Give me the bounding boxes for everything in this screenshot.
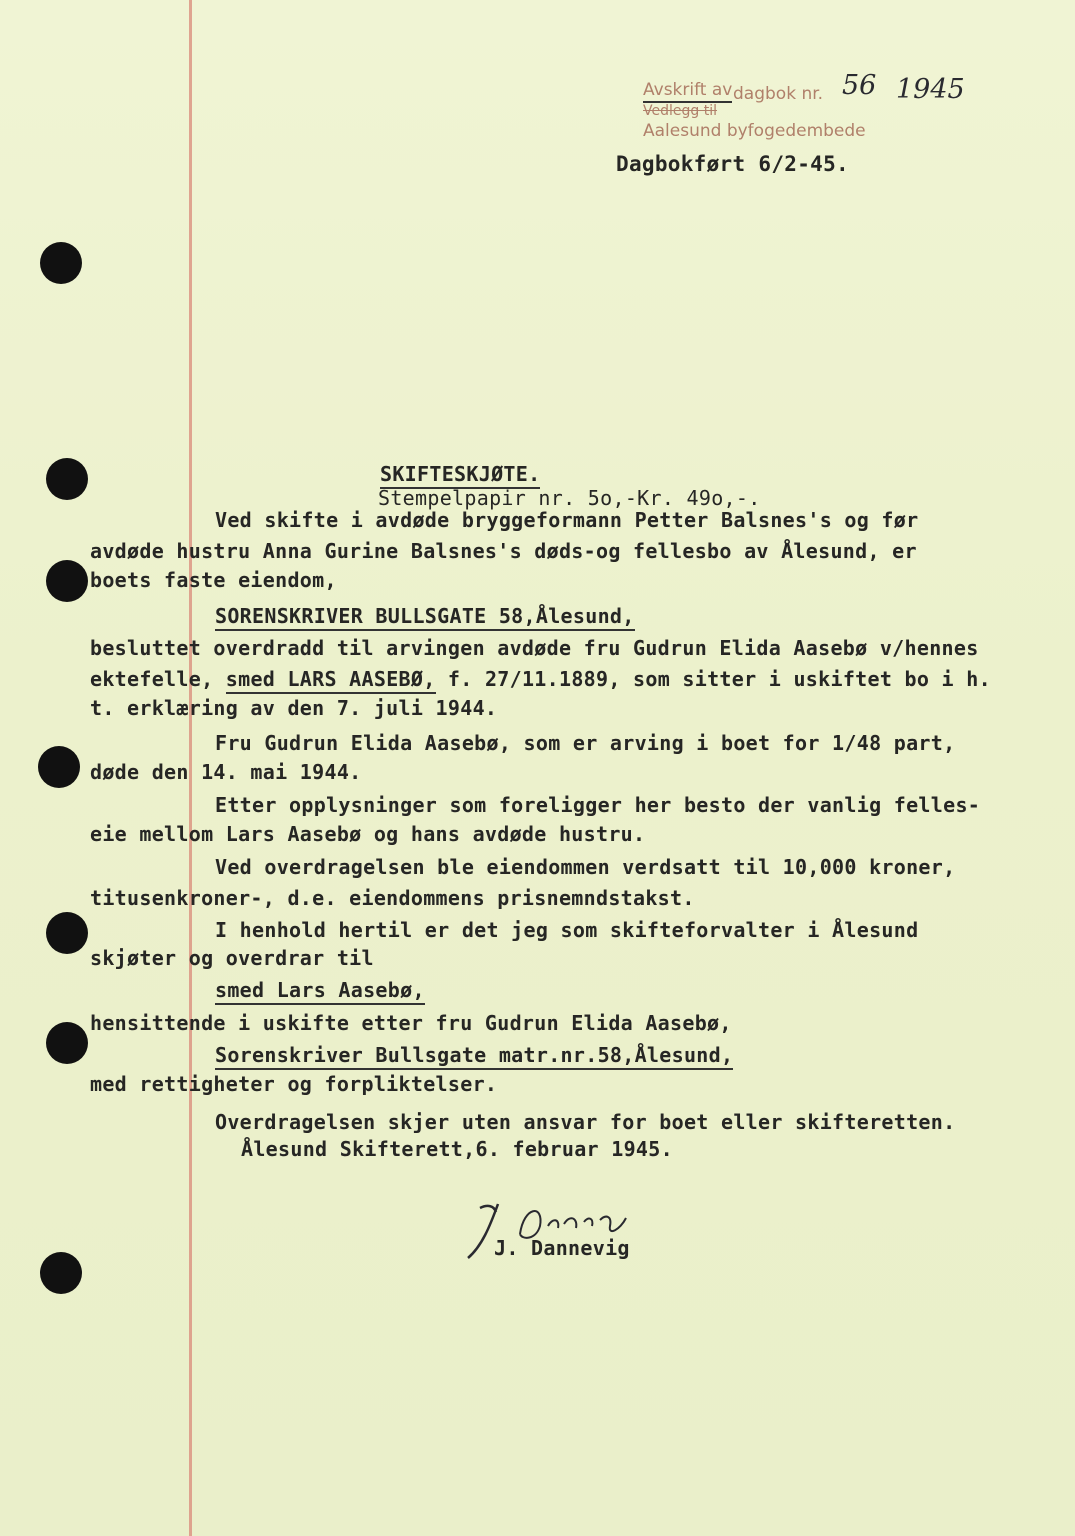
body-line: døde den 14. mai 1944. (90, 760, 362, 784)
property-matr-text: Sorenskriver Bullsgate matr.nr.58,Ålesund, (215, 1043, 733, 1070)
punch-hole-icon (38, 746, 80, 788)
body-line: skjøter og overdrar til (90, 946, 374, 970)
punch-hole-icon (46, 912, 88, 954)
body-line: Etter opplysninger som foreligger her besto der vanlig felles- (215, 793, 981, 817)
punch-hole-icon (46, 458, 88, 500)
journal-line: Dagbokført 6/2-45. (616, 152, 849, 176)
stamp-avskrift-label: Avskrift av (643, 80, 732, 103)
body-line: Ved skifte i avdøde bryggeformann Petter Balsnes's og før (215, 508, 919, 532)
body-line: Ved overdragelsen ble eiendommen verdsatt til 10,000 kroner, (215, 855, 956, 879)
punch-hole-icon (40, 1252, 82, 1294)
stamp-vedlegg-label: Vedlegg til (643, 103, 717, 119)
body-line: t. erklæring av den 7. juli 1944. (90, 696, 498, 720)
stamp-vedlegg (643, 100, 717, 121)
body-line: Overdragelsen skjer uten ansvar for boet eller skifteretten. (215, 1110, 956, 1134)
stamp-office-label: Aalesund byfogedembede (643, 121, 866, 141)
stamp-office (643, 121, 866, 141)
property-matr (215, 1043, 733, 1067)
body-line: hensittende i uskifte etter fru Gudrun Elida Aasebø, (90, 1011, 732, 1035)
stamp-dagbok-label: dagbok nr. (733, 84, 824, 104)
body-line: med rettigheter og forpliktelser. (90, 1072, 498, 1096)
body-line: besluttet overdradd til arvingen avdøde fru Gudrun Elida Aasebø v/hennes (90, 636, 979, 660)
body-line (90, 667, 991, 691)
body-line: avdøde hustru Anna Gurine Balsnes's døds-og fellesbo av Ålesund, er (90, 539, 917, 563)
body-line-part: ektefelle, (90, 667, 226, 691)
recipient-name (215, 978, 425, 1002)
body-line: titusenkroner-, d.e. eiendommens prisnemndstakst. (90, 886, 695, 910)
body-line: I henhold hertil er det jeg som skifteforvalter i Ålesund (215, 918, 919, 942)
body-line-part: f. 27/11.1889, som sitter i uskiftet bo i h. (435, 667, 991, 691)
hand-year: 1945 (896, 74, 965, 105)
document-title (380, 462, 540, 486)
stamp-avskrift (643, 80, 732, 100)
stamp-dagbok (733, 84, 823, 104)
document-title-text: SKIFTESKJØTE. (380, 462, 540, 489)
heir-name: smed LARS AASEBØ, (226, 667, 436, 694)
signature-name: J. Dannevig (494, 1236, 630, 1260)
body-line: Fru Gudrun Elida Aasebø, som er arving i boet for 1/48 part, (215, 731, 956, 755)
property-address (215, 604, 635, 628)
body-line: eie mellom Lars Aasebø og hans avdøde hustru. (90, 822, 646, 846)
body-line: boets faste eiendom, (90, 568, 337, 592)
punch-hole-icon (46, 560, 88, 602)
property-address-text: SORENSKRIVER BULLSGATE 58,Ålesund, (215, 604, 635, 631)
punch-hole-icon (46, 1022, 88, 1064)
hand-number: 56 (842, 70, 877, 101)
date-line: Ålesund Skifterett,6. februar 1945. (241, 1137, 673, 1161)
recipient-name-text: smed Lars Aasebø, (215, 978, 425, 1005)
punch-hole-icon (40, 242, 82, 284)
body-line: Stempelpapir nr. 5o,-Kr. 49o,-. (378, 486, 761, 510)
